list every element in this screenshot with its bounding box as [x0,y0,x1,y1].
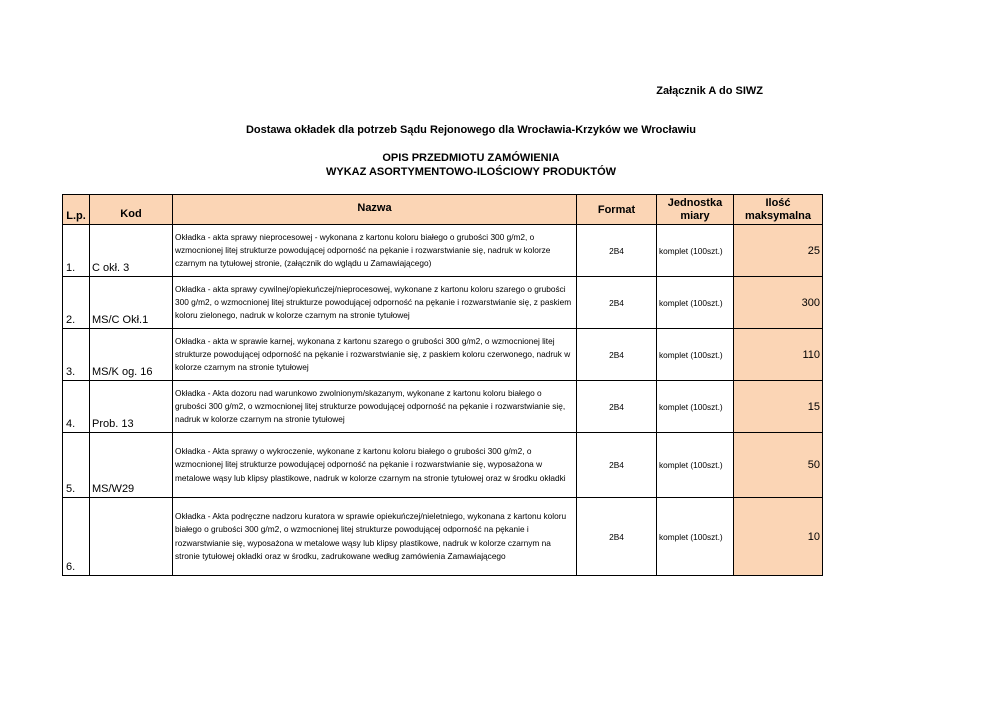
cell-format: 2B4 [577,225,657,277]
cell-lp: 4. [63,381,90,433]
cell-kod [90,498,173,576]
cell-kod: Prob. 13 [90,381,173,433]
table-row [63,277,823,329]
cell-nazwa: Okładka - akta w sprawie karnej, wykonana z kartonu szarego o grubości 300 g/m2, o wzmocnionej litej strukturze powodującej odporność na pękanie i rozwarstwianie się, z paskiem koloru czerwonego, nadruk w kolorze czarnym na stronie tytułowej [173,329,577,381]
document-title: Dostawa okładek dla potrzeb Sądu Rejonowego dla Wrocławia-Krzyków we Wrocławiu [245,124,697,136]
cell-nazwa: Okładka - akta sprawy nieprocesowej - wykonana z kartonu koloru białego o grubości 300 g/m2, o wzmocnionej litej strukturze powodującej odporność na pękanie i rozwarstwianie się, nadruk w kolorze czarnym na tytułowej stronie, (załącznik do wglądu u Zamawiającego) [173,225,577,277]
table-row [63,498,823,576]
cell-jednostka: komplet (100szt.) [657,329,734,381]
cell-format: 2B4 [577,329,657,381]
cell-lp: 6. [63,498,90,576]
document-subtitle-2: WYKAZ ASORTYMENTOWO-ILOŚCIOWY PRODUKTÓW [325,166,617,178]
attachment-label: Załącznik A do SIWZ [656,85,763,97]
cell-nazwa: Okładka - Akta dozoru nad warunkowo zwolnionym/skazanym, wykonane z kartonu koloru białego o grubości 300 g/m2, o wzmocnionej litej strukturze powodującej odporność na pękanie i rozwarstwianie się, nadruk w kolorze czarnym na stronie tytułowej [173,381,577,433]
cell-kod: MS/W29 [90,433,173,498]
cell-ilosc: 25 [734,225,823,277]
cell-kod: C okł. 3 [90,225,173,277]
cell-ilosc: 15 [734,381,823,433]
cell-format: 2B4 [577,381,657,433]
header-nazwa: Nazwa [173,195,577,225]
table-row [63,433,823,498]
table-row [63,381,823,433]
header-jednostka: Jednostka miary [657,195,734,225]
cell-nazwa: Okładka - akta sprawy cywilnej/opiekuńczej/nieprocesowej, wykonane z kartonu koloru szarego o grubości 300 g/m2, o wzmocnionej litej strukturze powodującej odporność na pękanie i rozwarstwianie się, z paskiem koloru zielonego, nadruk w kolorze czarnym na stronie tytułowej [173,277,577,329]
table-header-row [63,195,823,225]
product-table [62,194,823,576]
cell-jednostka: komplet (100szt.) [657,433,734,498]
cell-nazwa: Okładka - Akta sprawy o wykroczenie, wykonane z kartonu koloru białego o grubości 300 g/m2, o wzmocnionej litej strukturze powodującej odporność na pękanie i rozwarstwianie się, wyposażona w metalowe wąsy lub klipsy plastikowe, nadruk w kolorze czarnym na stronie tytułowej oraz w środku okładki [173,433,577,498]
cell-format: 2B4 [577,433,657,498]
cell-ilosc: 50 [734,433,823,498]
cell-nazwa: Okładka - Akta podręczne nadzoru kuratora w sprawie opiekuńczej/nieletniego, wykonana z kartonu koloru białego o grubości 300 g/m2, o wzmocnionej litej strukturze powodującej odporność na pękanie i rozwarstwianie się, wyposażona w metalowe wąsy lub klipsy plastikowe, nadruk w kolorze czarnym na stronie tytułowej okładki oraz w środku, zadrukowane według zamówienia Zamawiającego [173,498,577,576]
cell-lp: 5. [63,433,90,498]
header-lp: L.p. [63,195,90,225]
cell-format: 2B4 [577,498,657,576]
cell-jednostka: komplet (100szt.) [657,498,734,576]
header-ilosc: Ilość maksymalna [734,195,823,225]
cell-ilosc: 300 [734,277,823,329]
cell-lp: 1. [63,225,90,277]
cell-ilosc: 10 [734,498,823,576]
cell-lp: 2. [63,277,90,329]
table-row [63,225,823,277]
header-format: Format [577,195,657,225]
cell-jednostka: komplet (100szt.) [657,225,734,277]
cell-lp: 3. [63,329,90,381]
cell-kod: MS/C Okł.1 [90,277,173,329]
cell-format: 2B4 [577,277,657,329]
cell-jednostka: komplet (100szt.) [657,381,734,433]
document-subtitle-1: OPIS PRZEDMIOTU ZAMÓWIENIA [382,152,560,164]
header-kod: Kod [90,195,173,225]
cell-ilosc: 110 [734,329,823,381]
table-row [63,329,823,381]
cell-kod: MS/K og. 16 [90,329,173,381]
cell-jednostka: komplet (100szt.) [657,277,734,329]
